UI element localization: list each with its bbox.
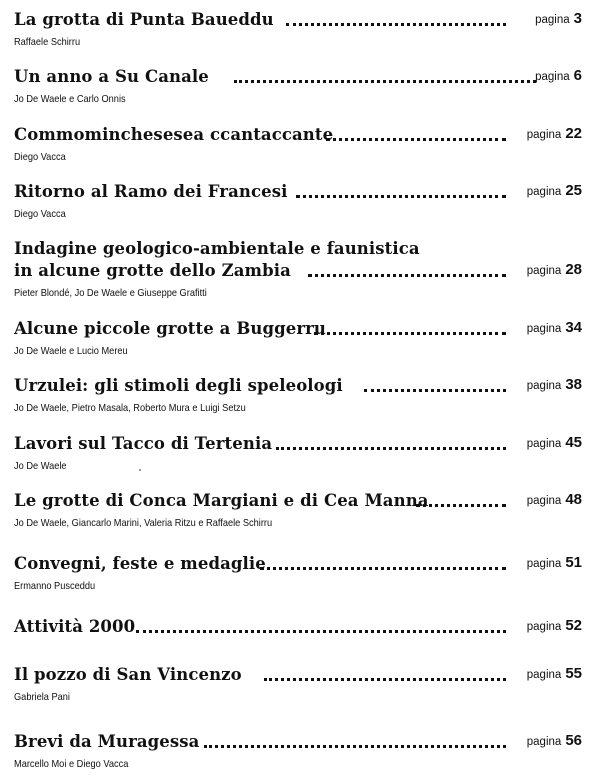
page-label: pagina [526,129,562,141]
page-reference [527,552,582,575]
dot-leader [296,195,506,198]
toc-title: Il pozzo di San Vincenzo [14,665,242,684]
toc-title: Lavori sul Tacco di Tertenia [14,434,273,453]
toc-author: Diego Vacca [14,208,66,220]
toc-author: Ermanno Pusceddu [14,580,96,592]
toc-entry [14,238,582,300]
page-label: pagina [526,186,562,198]
toc-title-line [14,66,582,88]
page-number: 22 [565,125,582,142]
toc-author: Jo De Waele [14,460,67,472]
page-label: pagina [535,14,570,26]
toc-title: Un anno a Su Canale [14,67,209,86]
page-reference [527,615,582,638]
page-label: pagina [526,380,562,392]
page-number: 51 [565,554,582,571]
page-reference [527,374,582,397]
page-label: pagina [526,495,562,507]
toc-author: Raffaele Schirru [14,36,81,48]
toc-title: Brevi da Muragessa [14,732,200,751]
toc-title: Alcune piccole grotte a Buggerru [14,319,327,338]
page-reference [535,8,582,31]
toc-entry [14,318,582,358]
toc-entry [14,375,582,415]
toc-title-line [14,260,582,282]
toc-title-line [14,490,582,512]
toc-author: Jo De Waele e Carlo Onnis [14,93,126,105]
toc-title-line [14,433,582,455]
page-reference [527,730,582,753]
toc-title-line [14,375,582,397]
toc-title-line1: Indagine geologico-ambientale e faunistica [14,239,420,258]
page-number: 45 [565,434,582,451]
dot-leader [276,447,506,450]
page-number: 28 [565,261,582,278]
page-label: pagina [526,265,562,277]
toc-title: in alcune grotte dello Zambia [14,261,291,280]
toc-entry [14,433,582,473]
page-label: pagina [526,438,562,450]
page-number: 25 [565,182,582,199]
page-number: 48 [565,491,582,508]
page-reference [527,317,582,340]
toc-title: Convegni, feste e medaglie [14,554,266,573]
dot-leader [286,23,506,26]
toc-entry [14,553,582,593]
dot-leader [234,80,536,83]
page-label: pagina [526,669,562,681]
page-label: pagina [526,558,562,570]
page-label: pagina [526,621,562,633]
toc-entry [14,9,582,49]
toc-title-line [14,124,582,146]
toc-author: Pieter Blondé, Jo De Waele e Giuseppe Grafitti [14,287,207,299]
toc-title: Commominchesesea ccantaccante [14,125,334,144]
dot-leader [314,332,506,335]
page-number: 34 [565,319,582,336]
dot-leader [308,274,506,277]
toc-title-line [14,616,582,638]
page-reference [527,663,582,686]
toc-entry [14,490,582,530]
dot-leader [416,504,506,507]
dot-leader [204,745,506,748]
toc-entry [14,124,582,164]
page-reference [527,259,582,282]
toc-entry [14,731,582,771]
dot-leader [326,138,506,141]
toc-title: La grotta di Punta Baueddu [14,10,274,29]
page-number: 56 [565,732,582,749]
toc-title-line [14,553,582,575]
toc-title-line [14,664,582,686]
toc-author: Jo De Waele, Pietro Masala, Roberto Mura e Luigi Setzu [14,402,246,414]
toc-title: Attività 2000 [14,617,136,636]
toc-title-line [14,9,582,31]
page-reference [527,180,582,203]
page-reference [527,123,582,146]
toc-title-line [14,318,582,340]
toc-author: Marcello Moi e Diego Vacca [14,758,129,770]
page-number: 38 [565,376,582,393]
toc-title: Urzulei: gli stimoli degli speleologi [14,376,343,395]
toc-title-line [14,181,582,203]
toc-title: Ritorno al Ramo dei Francesi [14,182,288,201]
toc-author: Gabriela Pani [14,691,70,703]
page-reference [527,432,582,455]
dot-leader [364,389,506,392]
toc-entry [14,66,582,106]
page-reference [527,489,582,512]
page-label: pagina [526,736,562,748]
dot-leader [260,567,506,570]
dot-leader [136,630,506,633]
toc-author: Jo De Waele e Lucio Mereu [14,345,128,357]
toc-title-line [14,731,582,753]
toc-title: Le grotte di Conca Margiani e di Cea Manna [14,491,429,510]
print-speck [139,469,141,471]
dot-leader [264,678,506,681]
toc-author: Diego Vacca [14,151,66,163]
toc-entry [14,664,582,704]
page-number: 6 [573,67,582,84]
page-label: pagina [526,323,562,335]
page-number: 52 [565,617,582,634]
page-reference [535,65,582,88]
toc-entry [14,181,582,221]
page-number: 55 [565,665,582,682]
page-label: pagina [535,71,570,83]
toc-entry [14,616,582,638]
toc-author: Jo De Waele, Giancarlo Marini, Valeria Ritzu e Raffaele Schirru [14,517,273,529]
page-number: 3 [573,10,582,27]
